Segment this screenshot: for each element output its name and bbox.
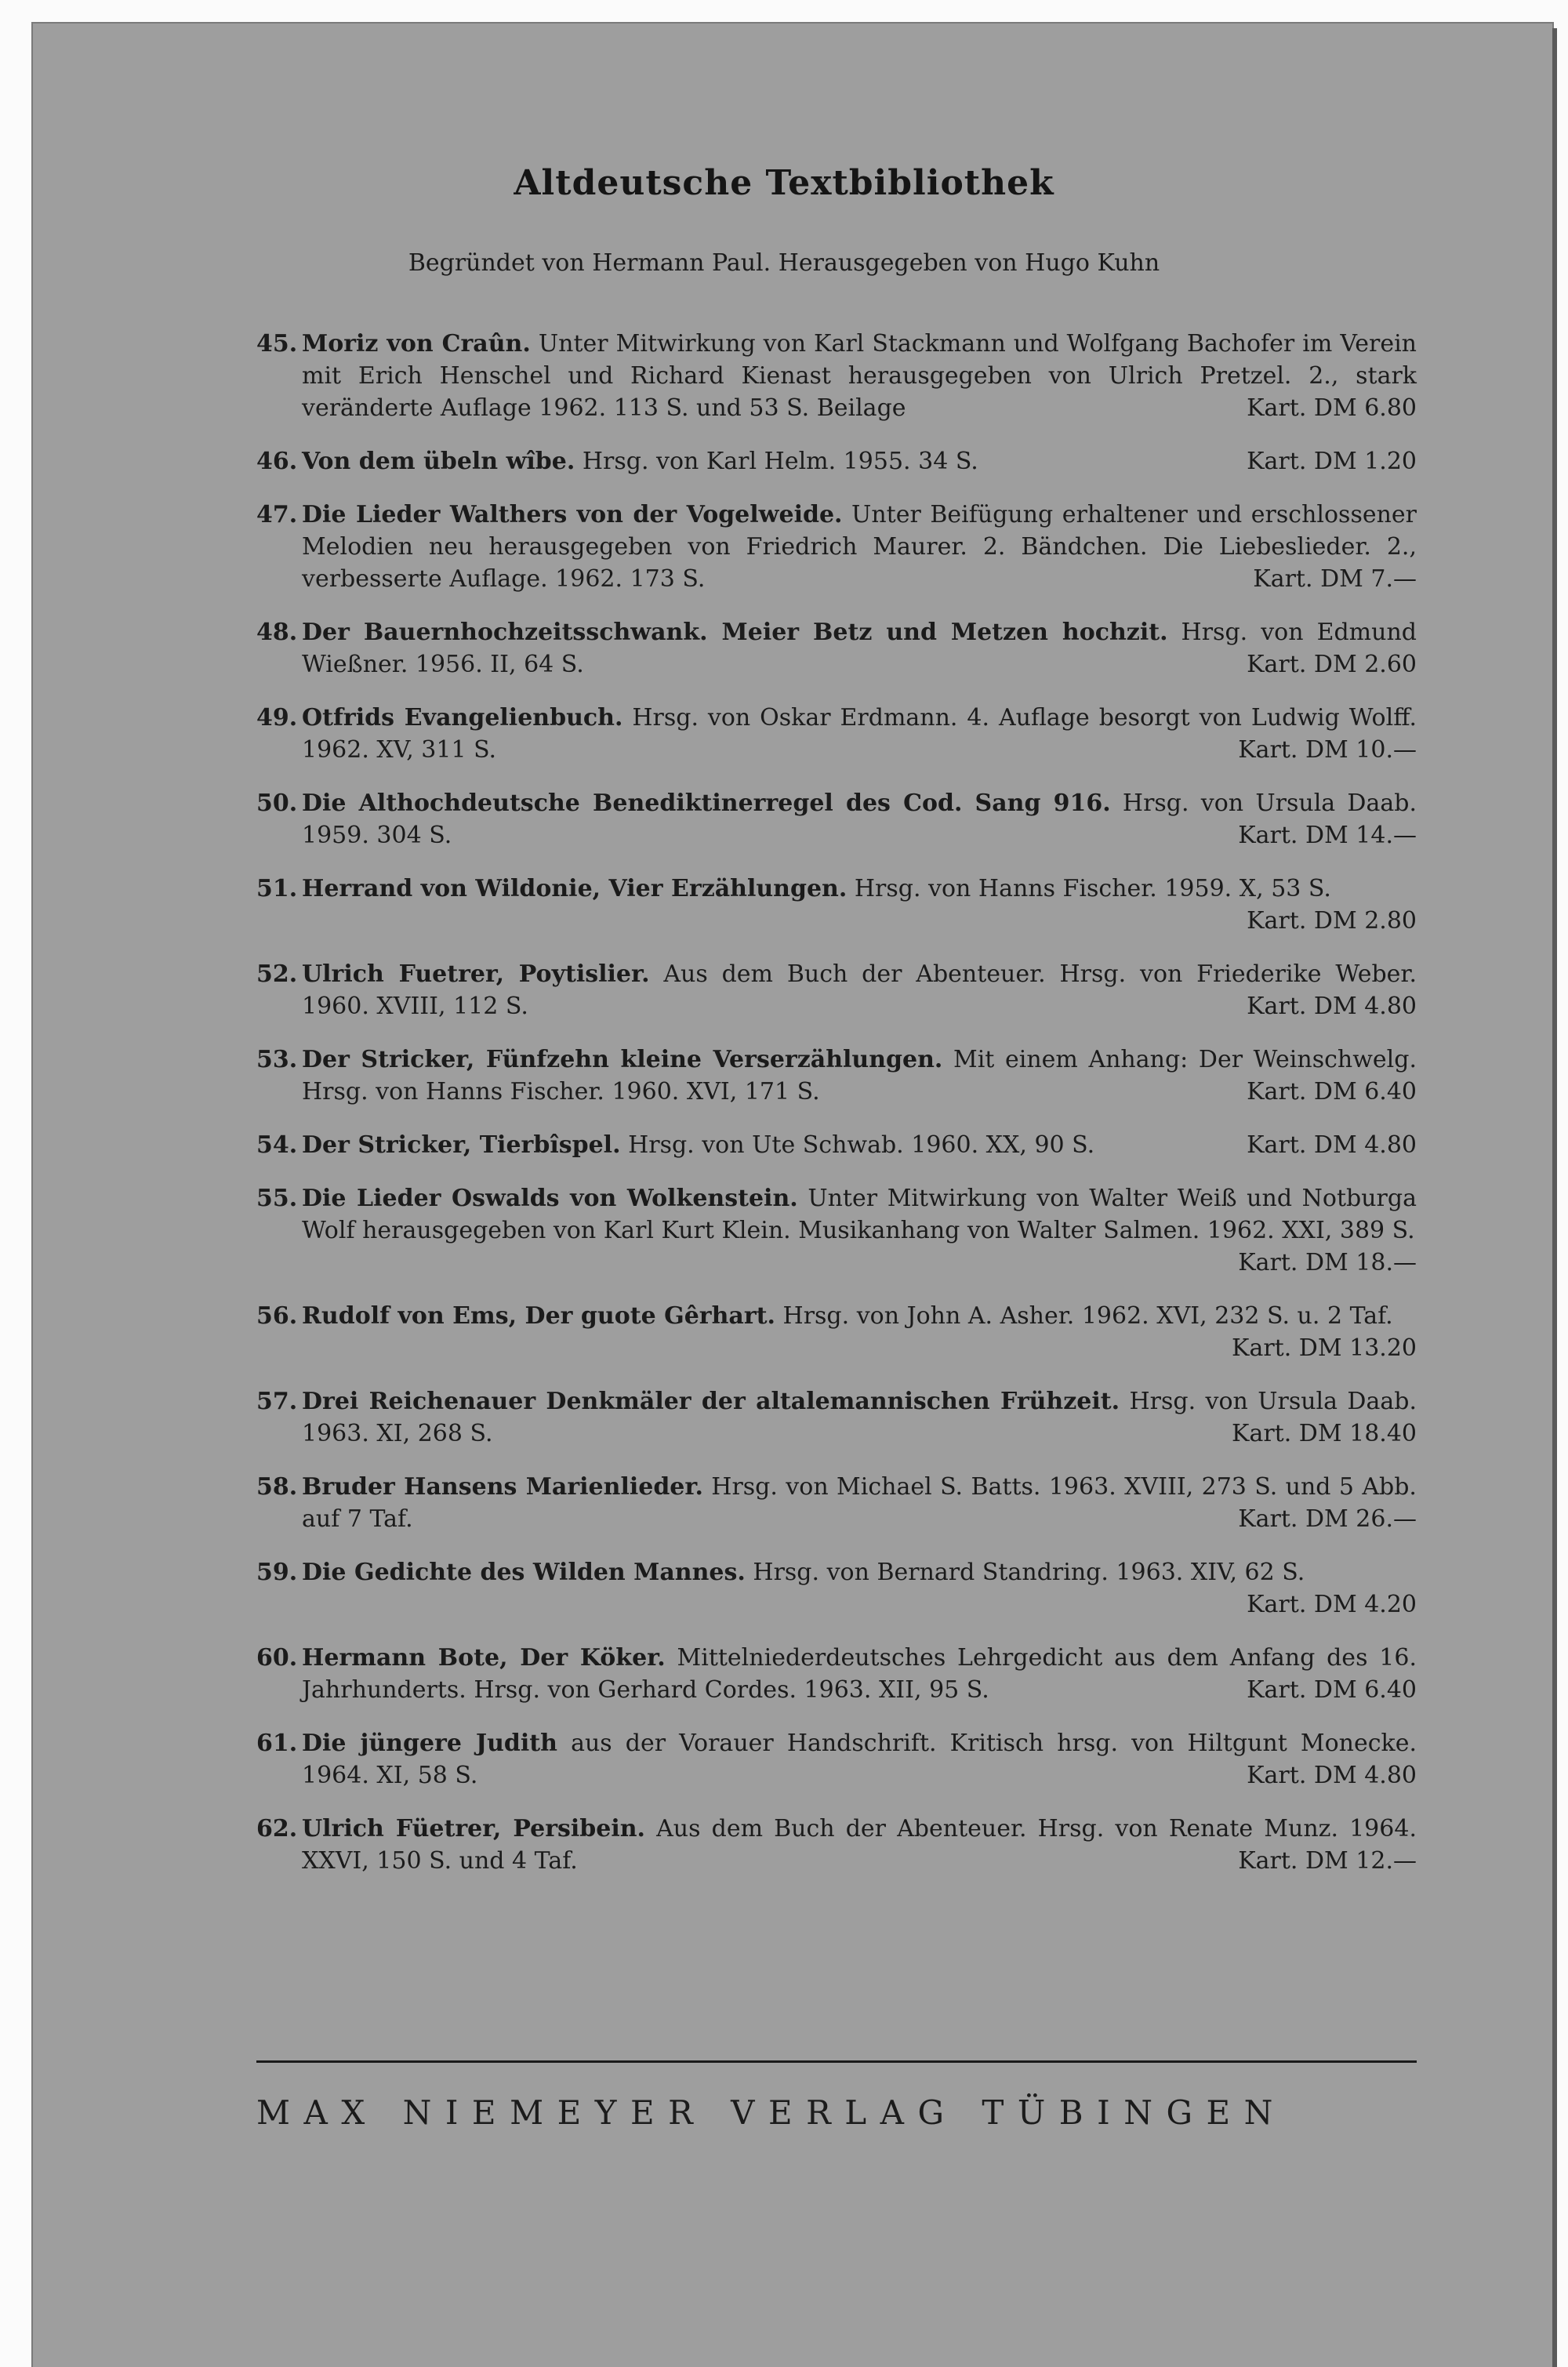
entry-body <box>302 1300 1417 1364</box>
entry-text: Hrsg. von Edmund Wießner. 1956. II, 64 S. <box>302 619 1417 678</box>
entry-text: Unter Mitwirkung von Karl Stackmann und Wolfgang Bachofer im Verein mit Erich Henschel und Richard Kienast herausgegeben von Ulrich Pretzel. 2., stark veränderte Auflage 1962. 113 S. und 53 S. Beilage <box>302 330 1417 422</box>
entry-text: Mit einem Anhang: Der Weinschwelg. Hrsg. von Hanns Fischer. 1960. XVI, 171 S. <box>302 1046 1417 1105</box>
entry-price: Kart. DM 12.— <box>1238 1847 1417 1875</box>
entry-price: Kart. DM 2.60 <box>1247 651 1417 678</box>
entry-text: Hrsg. von Karl Helm. 1955. 34 S. <box>582 448 978 475</box>
entry-number: 59. <box>256 1559 298 1586</box>
list-item <box>256 873 1417 937</box>
entry-text: Aus dem Buch der Abenteuer. Hrsg. von Friederike Weber. 1960. XVIII, 112 S. <box>302 960 1417 1020</box>
entry-text: Mittelniederdeutsches Lehrgedicht aus dem Anfang des 16. Jahrhunderts. Hrsg. von Gerhard Cordes. 1963. XII, 95 S. <box>302 1644 1417 1704</box>
entry-title: Der Bauernhochzeitsschwank. Meier Betz und Metzen hochzit. <box>302 619 1168 646</box>
entry-title: Ulrich Fuetrer, Poytislier. <box>302 960 650 988</box>
entry-title: Die jüngere Judith <box>302 1730 557 1757</box>
entry-body <box>302 1385 1417 1450</box>
entry-body <box>302 873 1417 937</box>
entry-price: Kart. DM 26.— <box>1238 1505 1417 1533</box>
entry-title: Die Lieder Oswalds von Wolkenstein. <box>302 1185 798 1212</box>
list-item <box>256 1471 1417 1535</box>
list-item <box>256 1813 1417 1877</box>
entry-title: Herrand von Wildonie, Vier Erzählungen. <box>302 875 848 902</box>
entry-price: Kart. DM 14.— <box>1238 822 1417 849</box>
entry-body <box>302 616 1417 681</box>
entry-title: Rudolf von Ems, Der guote Gêrhart. <box>302 1302 775 1330</box>
list-item <box>256 1385 1417 1450</box>
list-item <box>256 1044 1417 1108</box>
entry-body <box>302 702 1417 766</box>
entry-number: 46. <box>256 448 298 475</box>
entry-number: 57. <box>256 1388 298 1415</box>
entry-number: 52. <box>256 960 298 988</box>
list-item <box>256 702 1417 766</box>
entry-number: 56. <box>256 1302 298 1330</box>
entry-number: 54. <box>256 1131 298 1159</box>
entry-text: Hrsg. von Hanns Fischer. 1959. X, 53 S. <box>854 875 1331 902</box>
entry-title: Der Stricker, Fünfzehn kleine Verserzählungen. <box>302 1046 943 1073</box>
entry-text: Hrsg. von Ursula Daab. 1963. XI, 268 S. <box>302 1388 1417 1447</box>
entry-text: Hrsg. von John A. Asher. 1962. XVI, 232 S. u. 2 Taf. <box>782 1302 1393 1330</box>
entry-number: 47. <box>256 501 298 528</box>
book-back-cover <box>33 24 1552 2367</box>
entry-number: 50. <box>256 790 298 817</box>
entry-number: 53. <box>256 1046 298 1073</box>
entry-title: Drei Reichenauer Denkmäler der altalemannischen Frühzeit. <box>302 1388 1120 1415</box>
entry-body <box>302 499 1417 595</box>
entry-price: Kart. DM 6.40 <box>1247 1078 1417 1105</box>
list-item <box>256 958 1417 1022</box>
entry-title: Hermann Bote, Der Köker. <box>302 1644 666 1672</box>
entry-body <box>302 328 1417 424</box>
entry-title: Die Althochdeutsche Benediktinerregel des Cod. Sang 916. <box>302 790 1111 817</box>
entry-body <box>302 1129 1417 1161</box>
entry-title: Otfrids Evangelienbuch. <box>302 704 623 732</box>
entry-body <box>302 1182 1417 1279</box>
entry-price: Kart. DM 4.80 <box>1247 993 1417 1020</box>
list-item <box>256 328 1417 424</box>
entry-price: Kart. DM 13.20 <box>1232 1334 1417 1362</box>
entry-price: Kart. DM 7.— <box>1253 565 1417 593</box>
list-item <box>256 1642 1417 1706</box>
entry-body <box>302 1642 1417 1706</box>
entry-price: Kart. DM 10.— <box>1238 736 1417 764</box>
entry-number: 51. <box>256 875 298 902</box>
entry-body <box>302 1813 1417 1877</box>
entry-price: Kart. DM 18.— <box>1238 1249 1417 1276</box>
entry-title: Bruder Hansens Marienlieder. <box>302 1473 703 1501</box>
list-item <box>256 445 1417 477</box>
list-item <box>256 1727 1417 1792</box>
entry-number: 62. <box>256 1815 298 1842</box>
entry-text: Unter Beifügung erhaltener und erschlossener Melodien neu herausgegeben von Friedrich Maurer. 2. Bändchen. Die Liebeslieder. 2., verbesserte Auflage. 1962. 173 S. <box>302 501 1417 593</box>
publisher-imprint: MAX NIEMEYER VERLAG TÜBINGEN <box>256 2093 1287 2132</box>
entry-price: Kart. DM 4.80 <box>1247 1131 1417 1159</box>
series-subtitle: Begründet von Hermann Paul. Herausgegeben von Hugo Kuhn <box>408 249 1160 277</box>
entry-price: Kart. DM 2.80 <box>1247 907 1417 935</box>
entry-number: 60. <box>256 1644 298 1672</box>
list-item <box>256 1556 1417 1621</box>
series-title: Altdeutsche Textbibliothek <box>514 163 1054 203</box>
list-item <box>256 1182 1417 1279</box>
entry-title: Ulrich Füetrer, Persibein. <box>302 1815 646 1842</box>
entry-body <box>302 445 1417 477</box>
list-item <box>256 1129 1417 1161</box>
entry-price: Kart. DM 6.80 <box>1247 394 1417 422</box>
entry-number: 61. <box>256 1730 298 1757</box>
entry-price: Kart. DM 18.40 <box>1232 1420 1417 1447</box>
entry-text: Hrsg. von Bernard Standring. 1963. XIV, 62 S. <box>753 1559 1305 1586</box>
list-item <box>256 787 1417 851</box>
title-list <box>256 328 1417 1898</box>
entry-title: Der Stricker, Tierbîspel. <box>302 1131 621 1159</box>
entry-price: Kart. DM 4.80 <box>1247 1762 1417 1789</box>
entry-body <box>302 1471 1417 1535</box>
entry-number: 49. <box>256 704 298 732</box>
entry-price: Kart. DM 1.20 <box>1247 448 1417 475</box>
entry-title: Von dem übeln wîbe. <box>302 448 575 475</box>
entry-body <box>302 1727 1417 1792</box>
entry-title: Moriz von Craûn. <box>302 330 531 358</box>
entry-text: Hrsg. von Michael S. Batts. 1963. XVIII, 273 S. und 5 Abb. auf 7 Taf. <box>302 1473 1417 1533</box>
entry-text: Aus dem Buch der Abenteuer. Hrsg. von Renate Munz. 1964. XXVI, 150 S. und 4 Taf. <box>302 1815 1417 1875</box>
entry-text: aus der Vorauer Handschrift. Kritisch hrsg. von Hiltgunt Monecke. 1964. XI, 58 S. <box>302 1730 1417 1789</box>
list-item <box>256 1300 1417 1364</box>
footer-divider <box>256 2060 1417 2063</box>
entry-body <box>302 787 1417 851</box>
entry-text: Hrsg. von Oskar Erdmann. 4. Auflage besorgt von Ludwig Wolff. 1962. XV, 311 S. <box>302 704 1417 764</box>
list-item <box>256 616 1417 681</box>
entry-text: Unter Mitwirkung von Walter Weiß und Notburga Wolf herausgegeben von Karl Kurt Klein. Musikanhang von Walter Salmen. 1962. XXI, 389 S. <box>302 1185 1417 1244</box>
entry-number: 55. <box>256 1185 298 1212</box>
entry-number: 45. <box>256 330 298 358</box>
entry-price: Kart. DM 4.20 <box>1247 1591 1417 1618</box>
entry-body <box>302 958 1417 1022</box>
list-item <box>256 499 1417 595</box>
entry-title: Die Lieder Walthers von der Vogelweide. <box>302 501 843 528</box>
entry-title: Die Gedichte des Wilden Mannes. <box>302 1559 746 1586</box>
entry-text: Hrsg. von Ursula Daab. 1959. 304 S. <box>302 790 1417 849</box>
entry-body <box>302 1556 1417 1621</box>
entry-number: 48. <box>256 619 298 646</box>
entry-text: Hrsg. von Ute Schwab. 1960. XX, 90 S. <box>628 1131 1095 1159</box>
entry-number: 58. <box>256 1473 298 1501</box>
entry-body <box>302 1044 1417 1108</box>
entry-price: Kart. DM 6.40 <box>1247 1676 1417 1704</box>
